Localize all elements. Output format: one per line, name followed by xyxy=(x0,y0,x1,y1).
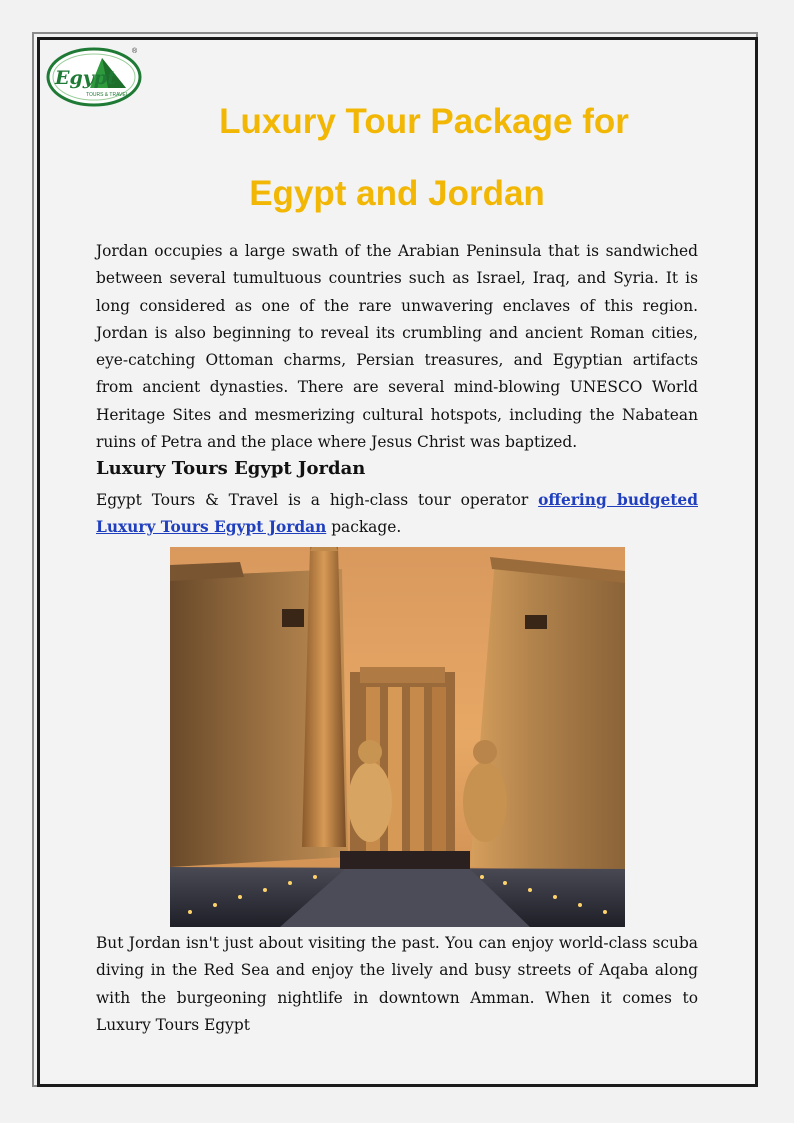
svg-text:®: ® xyxy=(132,48,138,55)
luxury-tours-link[interactable]: offering budgeted Luxury Tours Egypt Jordan xyxy=(96,491,698,537)
section-paragraph xyxy=(96,487,698,542)
pyramid-logo-icon xyxy=(46,44,146,108)
luxor-temple-photo xyxy=(170,547,625,927)
svg-text:TOURS & TRAVEL: TOURS & TRAVEL xyxy=(86,92,129,98)
section-text-before: Egypt Tours & Travel is a high-class tour operator xyxy=(96,491,539,509)
svg-text:Egypt: Egypt xyxy=(55,67,116,89)
intro-paragraph: Jordan occupies a large swath of the Arabian Peninsula that is sandwiched between several tumultuous countries such as Israel, Iraq, and Syria. It is long considered as one of the rare unwavering enclaves of this region. Jordan is also beginning to reveal its crumbling and ancient Roman cities, eye-catching Ottoman charms, Persian treasures, and Egyptian artifacts from ancient dynasties. There are several mind-blowing UNESCO World Heritage Sites and mesmerizing cultural hotspots, including the Nabatean ruins of Petra and the place where Jesus Christ was baptized. xyxy=(96,242,698,452)
section-heading: Luxury Tours Egypt Jordan xyxy=(96,458,366,479)
company-logo[interactable] xyxy=(46,44,146,108)
section-text-after: package. xyxy=(326,518,402,537)
closing-paragraph: But Jordan isn't just about visiting the past. You can enjoy world-class scuba diving in the Red Sea and enjoy the lively and busy streets of Aqaba along with the burgeoning nightlife in downtown Amman. When it comes to Luxury Tours Egypt xyxy=(96,934,698,1034)
page-title-line-2: Egypt and Jordan xyxy=(249,174,545,213)
page-title-line-1: Luxury Tour Package for xyxy=(219,102,629,141)
